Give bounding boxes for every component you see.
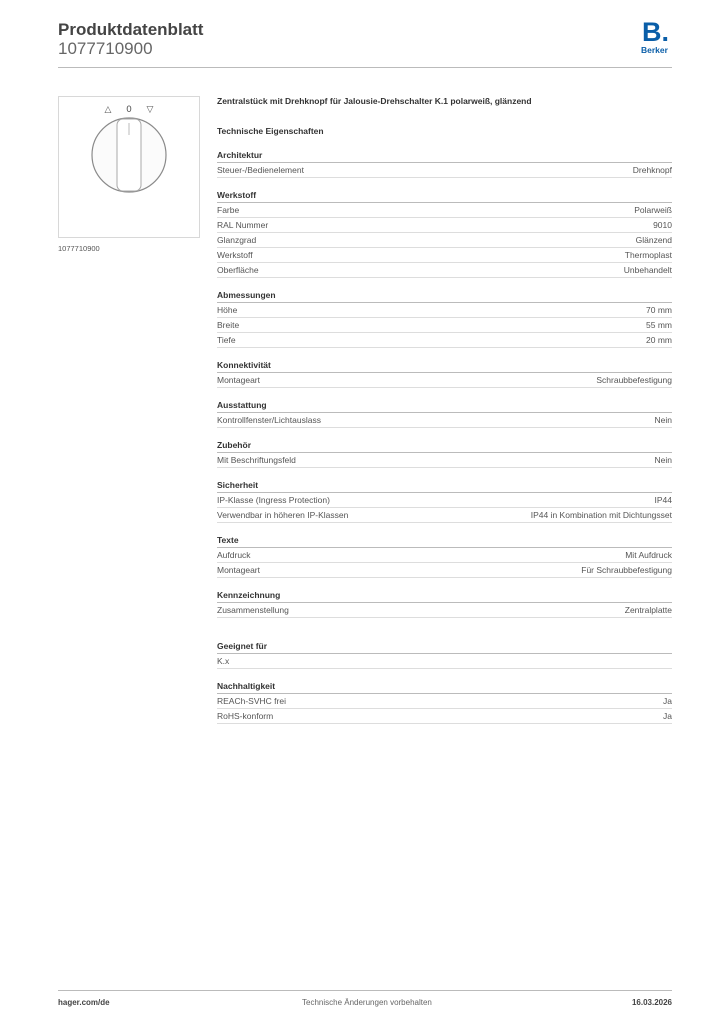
property-value: Thermoplast (624, 250, 672, 260)
property-row (217, 333, 672, 348)
rotary-knob-icon (92, 118, 166, 192)
property-group (217, 479, 672, 523)
property-label: IP-Klasse (Ingress Protection) (217, 495, 330, 505)
property-group (217, 359, 672, 388)
property-value: Ja (663, 696, 672, 706)
property-label: Steuer-/Bedienelement (217, 165, 304, 175)
group-title: Abmessungen (217, 289, 672, 303)
property-value: Polarweiß (634, 205, 672, 215)
property-value: Nein (654, 415, 672, 425)
footer-website: hager.com/de (58, 998, 110, 1007)
group-title: Texte (217, 534, 672, 548)
property-label: Tiefe (217, 335, 236, 345)
property-group (217, 589, 672, 618)
property-row (217, 248, 672, 263)
product-name: Zentralstück mit Drehknopf für Jalousie-Drehschalter K.1 polarweiß, glänzend (217, 96, 532, 106)
footer-date: 16.03.2026 (631, 998, 672, 1007)
symbol-down: ▽ (146, 105, 154, 115)
datasheet-content (217, 94, 672, 724)
property-label: Oberfläche (217, 265, 259, 275)
property-label: Glanzgrad (217, 235, 257, 245)
property-row (217, 233, 672, 248)
group-title: Konnektivität (217, 359, 672, 373)
property-group (217, 534, 672, 578)
property-label: Mit Beschriftungsfeld (217, 455, 296, 465)
property-value: Schraubbefestigung (596, 375, 672, 385)
property-label: Zusammenstellung (217, 605, 289, 615)
property-label: Farbe (217, 205, 240, 215)
property-label: Montageart (217, 565, 260, 575)
property-label: Aufdruck (217, 550, 251, 560)
property-value: Unbehandelt (623, 265, 672, 275)
logo-text: Berker (641, 45, 668, 55)
logo-letter: B. (642, 17, 669, 47)
property-value: Drehknopf (632, 165, 672, 175)
page-title: Produktdatenblatt (58, 20, 204, 39)
property-row (217, 218, 672, 233)
property-row (217, 373, 672, 388)
property-label: Werkstoff (217, 250, 253, 260)
property-value: 55 mm (646, 320, 672, 330)
property-row (217, 163, 672, 178)
section-heading: Technische Eigenschaften (217, 126, 324, 136)
property-row (217, 493, 672, 508)
image-caption: 1077710900 (58, 244, 100, 253)
group-title: Architektur (217, 149, 672, 163)
property-row (217, 654, 672, 669)
property-row (217, 303, 672, 318)
property-label: Verwendbar in höheren IP-Klassen (217, 510, 349, 520)
property-label: REACh-SVHC frei (217, 696, 286, 706)
footer-notice: Technische Änderungen vorbehalten (302, 998, 432, 1007)
symbol-up: △ (104, 105, 112, 115)
property-group (217, 149, 672, 178)
product-number: 1077710900 (58, 39, 153, 58)
property-group (217, 439, 672, 468)
group-title: Geeignet für (217, 640, 672, 654)
property-label: RAL Nummer (217, 220, 269, 230)
property-value: Ja (663, 711, 672, 721)
property-group (217, 399, 672, 428)
property-group (217, 289, 672, 348)
group-title: Kennzeichnung (217, 589, 672, 603)
property-row (217, 694, 672, 709)
property-row (217, 563, 672, 578)
symbol-off: 0 (126, 105, 132, 115)
property-row (217, 318, 672, 333)
property-row (217, 548, 672, 563)
property-value: Für Schraubbefestigung (581, 565, 672, 575)
group-title: Ausstattung (217, 399, 672, 413)
property-row (217, 413, 672, 428)
property-value: 70 mm (646, 305, 672, 315)
group-title: Nachhaltigkeit (217, 680, 672, 694)
property-label: RoHS-konform (217, 711, 274, 721)
property-value: 20 mm (646, 335, 672, 345)
berker-logo (640, 16, 674, 56)
property-group (217, 189, 672, 278)
property-groups (217, 149, 672, 724)
property-row (217, 453, 672, 468)
property-row (217, 263, 672, 278)
product-image (58, 96, 200, 238)
property-value: Mit Aufdruck (625, 550, 672, 560)
property-value: IP44 (654, 495, 672, 505)
property-row (217, 709, 672, 724)
property-label: K.x (217, 656, 230, 666)
property-row (217, 508, 672, 523)
property-value: Glänzend (635, 235, 672, 245)
header-divider (58, 67, 672, 68)
property-label: Höhe (217, 305, 238, 315)
property-row (217, 203, 672, 218)
group-title: Sicherheit (217, 479, 672, 493)
property-label: Kontrollfenster/Lichtauslass (217, 415, 321, 425)
property-row (217, 603, 672, 618)
property-label: Breite (217, 320, 240, 330)
group-title: Zubehör (217, 439, 672, 453)
property-group (217, 680, 672, 724)
property-value: 9010 (653, 220, 672, 230)
group-title: Werkstoff (217, 189, 672, 203)
footer-divider (58, 990, 672, 991)
property-value: Zentralplatte (624, 605, 672, 615)
property-label: Montageart (217, 375, 260, 385)
property-group (217, 640, 672, 669)
property-value: Nein (654, 455, 672, 465)
property-value: IP44 in Kombination mit Dichtungsset (530, 510, 672, 520)
